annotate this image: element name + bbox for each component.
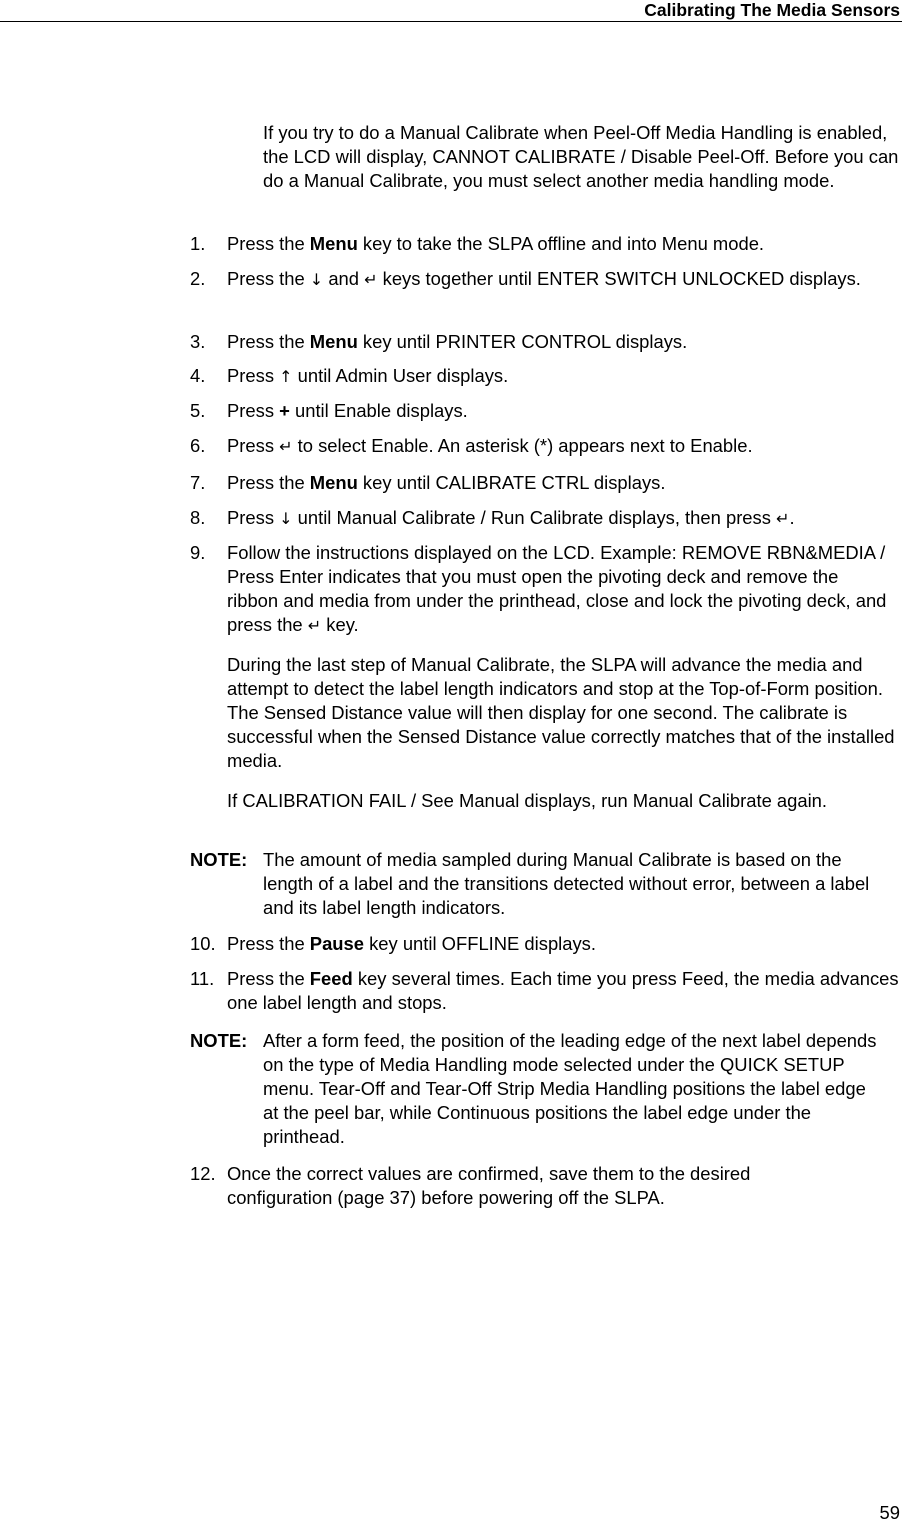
step-6-number: 6. — [190, 435, 206, 456]
step-9-number: 9. — [190, 542, 206, 563]
enter-key-icon: ↵ — [279, 437, 293, 456]
step-12-number: 12. — [190, 1163, 216, 1184]
step-5: Press + until Enable displays. — [227, 400, 468, 421]
step-10-number: 10. — [190, 933, 216, 954]
down-arrow-icon: ↓ — [279, 509, 293, 528]
step-4: Press ↑ until Admin User displays. — [227, 365, 509, 386]
page-number: 59 — [879, 1502, 900, 1523]
step-10: Press the Pause key until OFFLINE displays. — [227, 933, 596, 954]
step-11-number: 11. — [190, 968, 215, 989]
plus-key-label: + — [279, 400, 290, 421]
intro-paragraph: If you try to do a Manual Calibrate when Peel-Off Media Handling is enabled, the LCD will display, CANNOT CALIBRATE / Disable Peel-Off. Before you can do a Manual Calibrate, you must select another media handling mode. — [263, 122, 899, 191]
step-2: Press the ↓ and ↵ keys together until ENTER SWITCH UNLOCKED displays. — [227, 268, 861, 289]
step-7-number: 7. — [190, 472, 206, 493]
running-header-title: Calibrating The Media Sensors — [644, 0, 900, 20]
down-arrow-icon: ↓ — [309, 270, 324, 289]
header-rule — [0, 21, 902, 22]
step-3: Press the Menu key until PRINTER CONTROL displays. — [227, 331, 688, 352]
step-8-number: 8. — [190, 507, 206, 528]
menu-key-label: Menu — [309, 331, 358, 352]
menu-key-label: Menu — [309, 472, 358, 493]
step-6: Press ↵ to select Enable. An asterisk (*) appears next to Enable. — [227, 435, 753, 456]
feed-key-label: Feed — [309, 968, 353, 989]
step-9-detail-paragraph: During the last step of Manual Calibrate, the SLPA will advance the media and attempt to detect the label length indicators and stop at the Top-of-Form position. The Sensed Distance value will then display for one second. The calibrate is successful when the Sensed Distance value correctly matches that of the installed media. — [227, 654, 895, 771]
menu-key-label: Menu — [309, 233, 358, 254]
step-9-fail-paragraph: If CALIBRATION FAIL / See Manual displays, run Manual Calibrate again. — [227, 790, 828, 811]
note-1-label: NOTE: — [190, 849, 248, 870]
step-12: Once the correct values are confirmed, save them to the desired configuration (page 37) before powering off the SLPA. — [227, 1163, 751, 1208]
note-2-label: NOTE: — [190, 1030, 248, 1051]
step-4-number: 4. — [190, 365, 206, 386]
note-1-text: The amount of media sampled during Manual Calibrate is based on the length of a label and the transitions detected without error, between a label and its label length indicators. — [263, 849, 870, 918]
note-2-text: After a form feed, the position of the leading edge of the next label depends on the type of Media Handling mode selected under the QUICK SETUP menu. Tear-Off and Tear-Off Strip Media Handling positions the label edge at the peel bar, while Continuous positions the label edge under the printhead. — [263, 1030, 877, 1147]
step-1-number: 1. — [190, 233, 206, 254]
step-11: Press the Feed key several times. Each time you press Feed, the media advances one label length and stops. — [227, 968, 899, 1013]
enter-key-icon: ↵ — [776, 509, 790, 528]
step-1: Press the Menu key to take the SLPA offline and into Menu mode. — [227, 233, 765, 254]
enter-key-icon: ↵ — [364, 270, 378, 289]
step-7: Press the Menu key until CALIBRATE CTRL displays. — [227, 472, 666, 493]
step-5-number: 5. — [190, 400, 206, 421]
enter-key-icon: ↵ — [307, 616, 322, 635]
step-8: Press ↓ until Manual Calibrate / Run Calibrate displays, then press ↵. — [227, 507, 795, 528]
step-2-number: 2. — [190, 268, 206, 289]
step-3-number: 3. — [190, 331, 206, 352]
pause-key-label: Pause — [309, 933, 364, 954]
step-9: Follow the instructions displayed on the LCD. Example: REMOVE RBN&MEDIA / Press Enter indicates that you must open the pivoting deck and remove the ribbon and media from under the printhead, close and lock the pivoting deck, and press the ↵ key. — [227, 542, 887, 635]
up-arrow-icon: ↑ — [279, 367, 293, 386]
